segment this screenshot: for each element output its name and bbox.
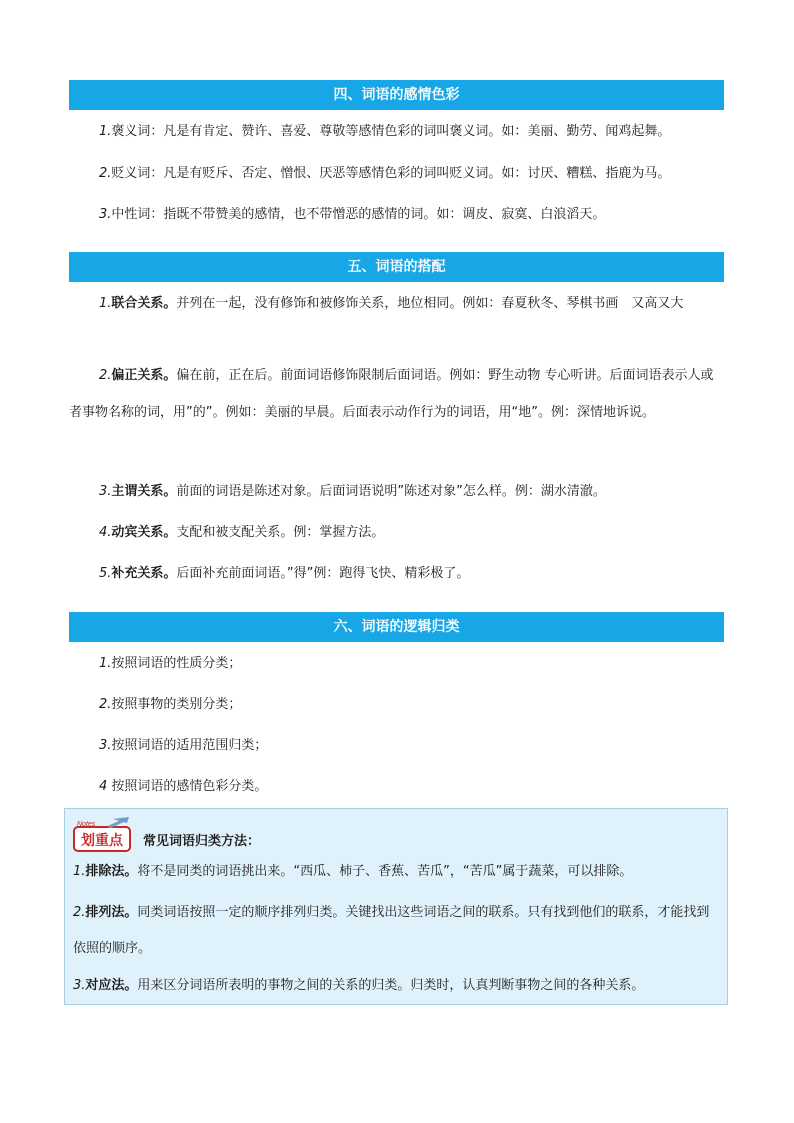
key-point-badge <box>71 815 135 853</box>
list-item: 1.排除法。将不是同类的词语挑出来。“西瓜、柿子、香蕉、苦瓜”，“苦瓜”属于蔬菜，可以排除。 <box>73 864 633 879</box>
list-item: 3.主谓关系。前面的词语是陈述对象。后面词语说明”陈述对象”怎么样。例：湖水清澈。 <box>99 484 606 499</box>
list-item: 2.排列法。同类词语按照一定的顺序排列归类。关键找出这些词语之间的联系。只有找到他们的联系，才能找到依照的顺序。 <box>73 905 710 956</box>
section-heading-classification: 六、词语的逻辑归类 <box>69 612 724 642</box>
list-item: 3.对应法。用来区分词语所表明的事物之间的关系的归类。归类时，认真判断事物之间的各种关系。 <box>73 978 645 993</box>
list-item: 2.贬义词：凡是有贬斥、否定、憎恨、厌恶等感情色彩的词叫贬义词。如：讨厌、糟糕、指鹿为马。 <box>99 166 671 181</box>
list-item: 4.动宾关系。支配和被支配关系。例：掌握方法。 <box>99 525 385 540</box>
list-item: 1.按照词语的性质分类； <box>99 656 242 671</box>
list-item: 3.中性词：指既不带赞美的感情，也不带憎恶的感情的词。如：调皮、寂寞、白浪滔天。 <box>99 207 606 222</box>
list-item: 2.偏正关系。偏在前，正在后。前面词语修饰限制后面词语。例如：野生动物 专心听讲。后面词语表示人或者事物名称的词，用”的”。例如：美丽的早晨。后面表示动作行为的词语，用“地”。例：深情地诉说。 <box>69 368 714 420</box>
list-item: 2.按照事物的类别分类； <box>99 697 242 712</box>
section-heading-collocation: 五、词语的搭配 <box>69 252 724 282</box>
badge-small-label: Notes <box>77 821 96 828</box>
key-point-badge-graphic <box>71 815 135 853</box>
list-item: 3.按照词语的适用范围归类； <box>99 738 268 753</box>
list-item: 1.联合关系。并列在一起，没有修饰和被修饰关系，地位相同。例如：春夏秋冬、琴棋书画 又高又大 <box>99 296 684 311</box>
section-heading-emotion: 四、词语的感情色彩 <box>69 80 724 110</box>
list-item: 5.补充关系。后面补充前面词语。”得”例：跑得飞快、精彩极了。 <box>99 566 470 581</box>
tip-title: 常见词语归类方法： <box>143 834 261 849</box>
list-item: 1.褒义词：凡是有肯定、赞许、喜爱、尊敬等感情色彩的词叫褒义词。如：美丽、勤劳、闻鸡起舞。 <box>99 124 671 139</box>
key-point-box <box>64 808 728 1005</box>
list-item: 4 按照词语的感情色彩分类。 <box>99 779 268 794</box>
badge-label: 划重点 <box>81 833 123 849</box>
